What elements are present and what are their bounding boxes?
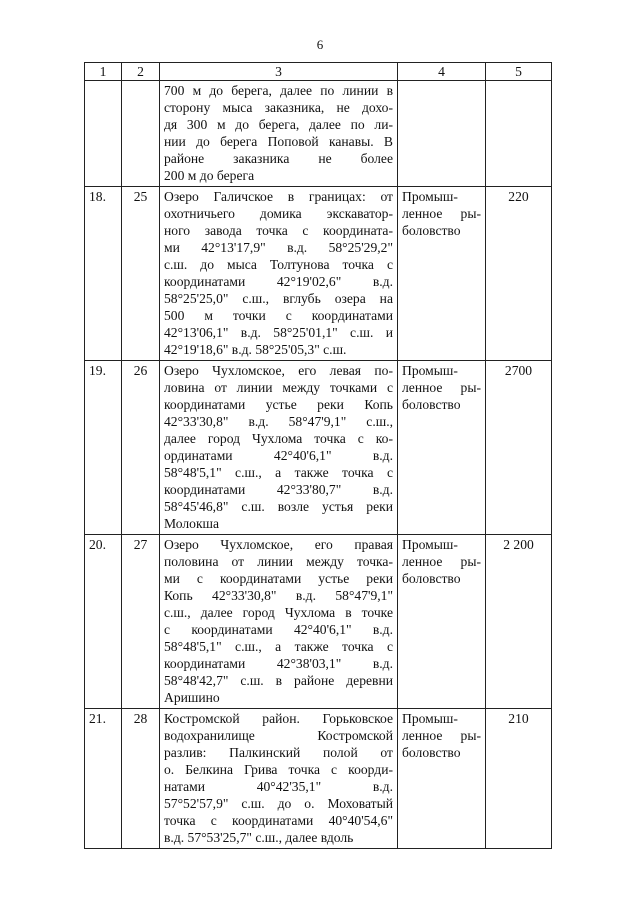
text-line: 42°33'30,8" в.д. 58°47'9,1" с.ш., [164,414,393,429]
text-line: ординатами 42°40'6,1" в.д. [164,448,393,463]
table-row [85,187,552,361]
row-number-cell [122,81,160,187]
table-header-row [85,63,552,81]
area-cell: 2 200 [486,535,552,709]
column-header: 3 [160,63,398,81]
row-index-cell: 21. [85,709,122,849]
text-line: Копь 42°33'30,8" в.д. 58°47'9,1" [164,588,393,603]
text-line: ми 42°13'17,9" в.д. 58°25'29,2" [164,240,393,255]
text-line: 58°48'5,1" с.ш., а также точка с [164,639,393,654]
table-row [85,535,552,709]
text-line: с координатами 42°40'6,1" в.д. [164,622,393,637]
text-line: Промыш- [402,537,458,552]
text-line: 42°13'06,1" в.д. 58°25'01,1" с.ш. и [164,325,393,340]
description-cell [160,709,398,849]
table-row [85,709,552,849]
usage-type-cell [398,81,486,187]
text-line: 58°48'5,1" с.ш., а также точка с [164,465,393,480]
text-line: Озеро Галичское в границах: от [164,189,393,204]
text-line: ленное ры- [402,380,481,395]
table-row [85,81,552,187]
description-cell [160,535,398,709]
row-number-cell: 28 [122,709,160,849]
text-line: 58°48'42,7" с.ш. в районе деревни [164,673,393,688]
page-number: 6 [316,37,324,52]
text-line: координатами 42°38'03,1" в.д. [164,656,393,671]
text-line: с.ш. до мыса Толтунова точка с [164,257,393,272]
text-line: ловина от линии между точками с [164,380,393,395]
usage-type-cell [398,709,486,849]
text-line: координатами устье реки Копь [164,397,393,412]
row-index-cell: 20. [85,535,122,709]
text-line: Молокша [164,516,220,531]
area-cell [486,81,552,187]
text-line: ленное ры- [402,206,481,221]
column-header: 4 [398,63,486,81]
description-cell [160,81,398,187]
text-line: охотничьего домика экскаватор- [164,206,393,221]
text-line: в.д. 57°53'25,7" с.ш., далее вдоль [164,830,354,845]
text-line: районе заказника не более [164,151,393,166]
text-line: боловство [402,571,461,586]
text-line: координатами 42°19'02,6" в.д. [164,274,393,289]
text-line: Озеро Чухломское, его правая [164,537,393,552]
text-line: с.ш., далее город Чухлома в точке [164,605,393,620]
table-row [85,361,552,535]
text-line: Аришино [164,690,220,705]
text-line: 700 м до берега, далее по линии в [164,83,393,98]
text-line: 58°25'25,0" с.ш., вглубь озера на [164,291,393,306]
row-number-cell: 26 [122,361,160,535]
text-line: Промыш- [402,711,458,726]
text-line: разлив: Палкинский полой от [164,745,393,760]
description-cell [160,187,398,361]
text-line: далее город Чухлома точка с ко- [164,431,393,446]
text-line: Промыш- [402,363,458,378]
row-index-cell: 19. [85,361,122,535]
row-index-cell [85,81,122,187]
area-cell: 220 [486,187,552,361]
text-line: ленное ры- [402,728,481,743]
row-index-cell: 18. [85,187,122,361]
text-line: ного завода точка с координата- [164,223,393,238]
text-line: о. Белкина Грива точка с коорди- [164,762,393,777]
column-header: 2 [122,63,160,81]
fishing-areas-table [84,62,552,849]
description-cell [160,361,398,535]
text-line: координатами 42°33'80,7" в.д. [164,482,393,497]
row-number-cell: 27 [122,535,160,709]
column-header: 1 [85,63,122,81]
text-line: натами 40°42'35,1" в.д. [164,779,393,794]
text-line: 58°45'46,8" с.ш. возле устья реки [164,499,393,514]
text-line: 57°52'57,9" с.ш. до о. Моховатый [164,796,393,811]
text-line: водохранилище Костромской [164,728,393,743]
row-number-cell: 25 [122,187,160,361]
usage-type-cell [398,535,486,709]
text-line: боловство [402,223,461,238]
text-line: Озеро Чухломское, его левая по- [164,363,393,378]
text-line: Промыш- [402,189,458,204]
usage-type-cell [398,187,486,361]
text-line: боловство [402,745,461,760]
text-line: боловство [402,397,461,412]
text-line: нии до берега Поповой канавы. В [164,134,393,149]
text-line: точка с координатами 40°40'54,6" [164,813,393,828]
text-line: Костромской район. Горьковское [164,711,393,726]
column-header: 5 [486,63,552,81]
usage-type-cell [398,361,486,535]
text-line: сторону мыса заказника, не дохо- [164,100,393,115]
area-cell: 2700 [486,361,552,535]
area-cell: 210 [486,709,552,849]
text-line: дя 300 м до берега, далее по ли- [164,117,393,132]
text-line: ми с координатами устье реки [164,571,393,586]
text-line: 200 м до берега [164,168,255,183]
text-line: 42°19'18,6" в.д. 58°25'05,3" с.ш. [164,342,347,357]
text-line: половина от линии между точка- [164,554,393,569]
text-line: ленное ры- [402,554,481,569]
text-line: 500 м точки с координатами [164,308,393,323]
